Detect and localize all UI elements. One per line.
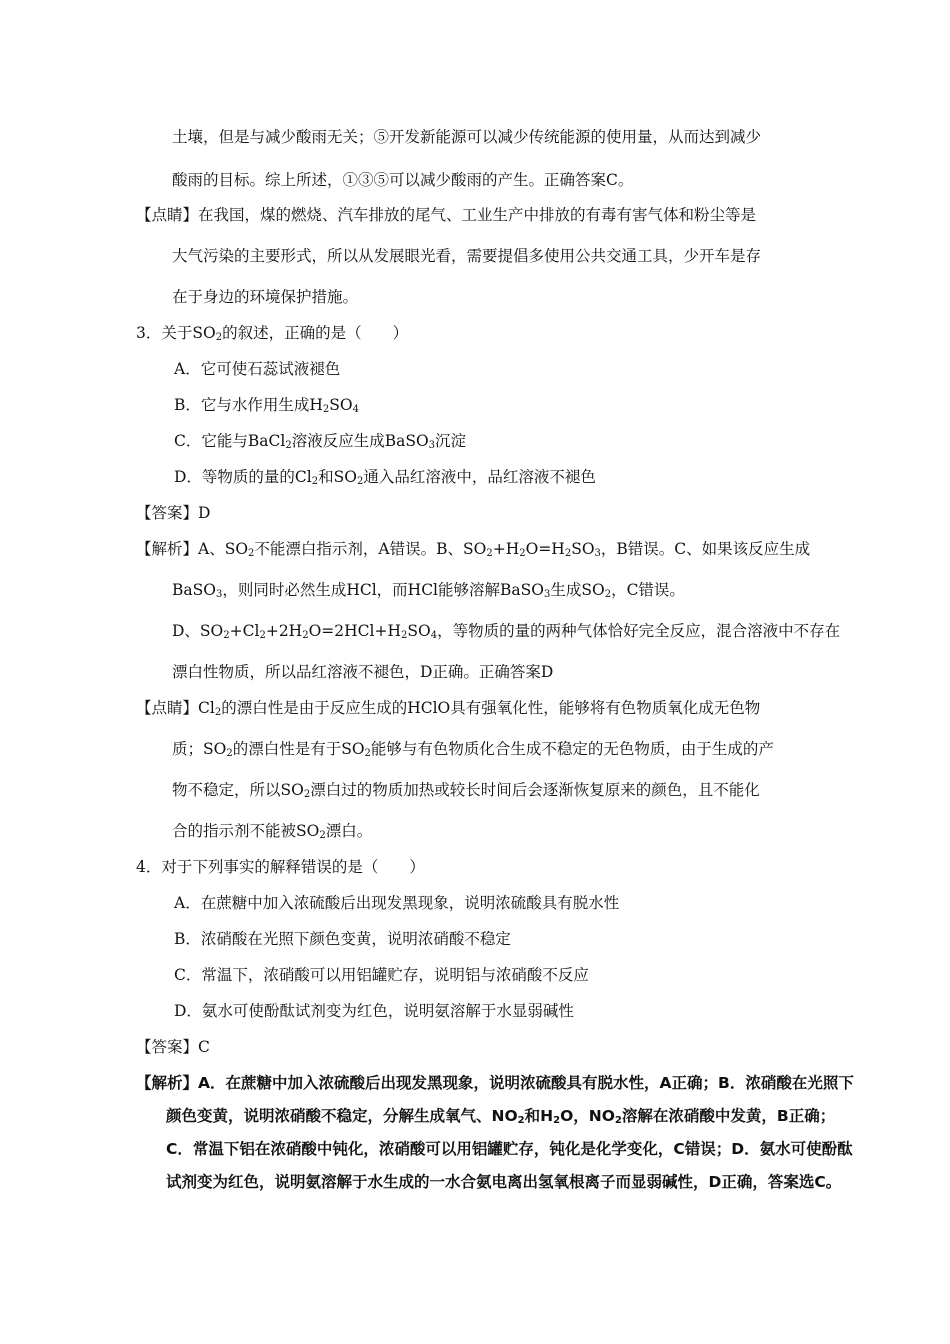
q3-option-b: B．它与水作用生成$H_2SO_4$ (174, 396, 359, 415)
q4-option-c: C．常温下，浓硝酸可以用铝罐贮存，说明铝与浓硝酸不反应 (174, 966, 589, 984)
tip-line: 物不稳定，所以$SO_2$漂白过的物质加热或较长时间后会逐渐恢复原来的颜色，且不能化 (172, 781, 760, 800)
explanation-line: 酸雨的目标。综上所述，①③⑤可以减少酸雨的产生。正确答案C。 (172, 171, 634, 189)
q3-option-c: C．它能与BaCl$_2$溶液反应生成BaSO$_3$沉淀 (174, 432, 467, 451)
question-4-stem: 4．对于下列事实的解释错误的是（ ） (136, 858, 425, 876)
q4-option-b: B．浓硝酸在光照下颜色变黄，说明浓硝酸不稳定 (174, 930, 511, 948)
tip-paragraph (136, 205, 756, 225)
q4-explanation: 【解析】A．在蔗糖中加入浓硫酸后出现发黑现象，说明浓硫酸具有脱水性，A正确；B．浓硝酸在光照下 (136, 1074, 854, 1092)
q3-option-d: D．等物质的量的$Cl_2$和$SO_2$通入品红溶液中，品红溶液不褪色 (174, 468, 596, 487)
answer-tag: 【答案】 (136, 1038, 199, 1056)
question-3-stem: 3．关于$SO_2$的叙述，正确的是（ ） (136, 324, 409, 343)
q3-answer (136, 503, 210, 523)
explanation-tag: 【解析】 (136, 540, 199, 558)
explanation-line: 颜色变黄，说明浓硝酸不稳定，分解生成氧气、$NO_2$和$H_2O$，$NO_2$溶解在浓硝酸中发黄，B正确； (166, 1107, 836, 1126)
tip-tag: 【点睛】 (136, 699, 199, 717)
tip-line: 质；$SO_2$的漂白性是有于$SO_2$能够与有色物质化合生成不稳定的无色物质，由于生成的产 (172, 740, 774, 759)
answer-value: D (198, 504, 211, 522)
q4-option-a: A．在蔗糖中加入浓硫酸后出现发黑现象，说明浓硫酸具有脱水性 (174, 894, 620, 912)
q4-answer (136, 1037, 210, 1057)
explanation-line: 漂白性物质，所以品红溶液不褪色，D正确。正确答案D (172, 663, 554, 681)
explanation-line: BaSO$_3$，则同时必然生成HCl，而HCl能够溶解BaSO$_3$生成$SO_2$，C错误。 (172, 581, 685, 600)
explanation-line: D、$SO_2+Cl_2+2H_2O=2HCl+H_2SO_4$，等物质的量的两种气体恰好完全反应，混合溶液中不存在 (172, 622, 841, 641)
answer-value: C (198, 1038, 210, 1056)
tip-line: 合的指示剂不能被$SO_2$漂白。 (172, 822, 373, 841)
explanation-tag: 【解析】 (136, 1074, 199, 1092)
tip-line: 大气污染的主要形式，所以从发展眼光看，需要提倡多使用公共交通工具，少开车是存 (172, 247, 762, 265)
q3-explanation: 【解析】A、$SO_2$不能漂白指示剂，A错误。B、$SO_2+H_2O=H_2SO_3$，B错误。C、如果该反应生成 (136, 540, 811, 559)
explanation-line: 试剂变为红色，说明氨溶解于水生成的一水合氨电离出氢氧根离子而显弱碱性，D正确，答案选C。 (166, 1173, 842, 1191)
explanation-line: 土壤，但是与减少酸雨无关；⑤开发新能源可以减少传统能源的使用量，从而达到减少 (172, 128, 762, 146)
tip-text: 在我国，煤的燃烧、汽车排放的尾气、工业生产中排放的有毒有害气体和粉尘等是 (198, 206, 757, 224)
q4-option-d: D．氨水可使酚酞试剂变为红色，说明氨溶解于水显弱碱性 (174, 1002, 574, 1020)
explanation-line: C．常温下铝在浓硝酸中钝化，浓硝酸可以用铝罐贮存，钝化是化学变化，C错误；D．氨水可使酚酞 (166, 1140, 853, 1158)
tip-tag: 【点睛】 (136, 206, 199, 224)
q3-option-a: A．它可使石蕊试液褪色 (174, 360, 341, 378)
q3-tip: 【点睛】$Cl_2$的漂白性是由于反应生成的HClO具有强氧化性，能够将有色物质氧化成无色物 (136, 699, 761, 718)
tip-line: 在于身边的环境保护措施。 (172, 288, 359, 306)
answer-tag: 【答案】 (136, 504, 199, 522)
